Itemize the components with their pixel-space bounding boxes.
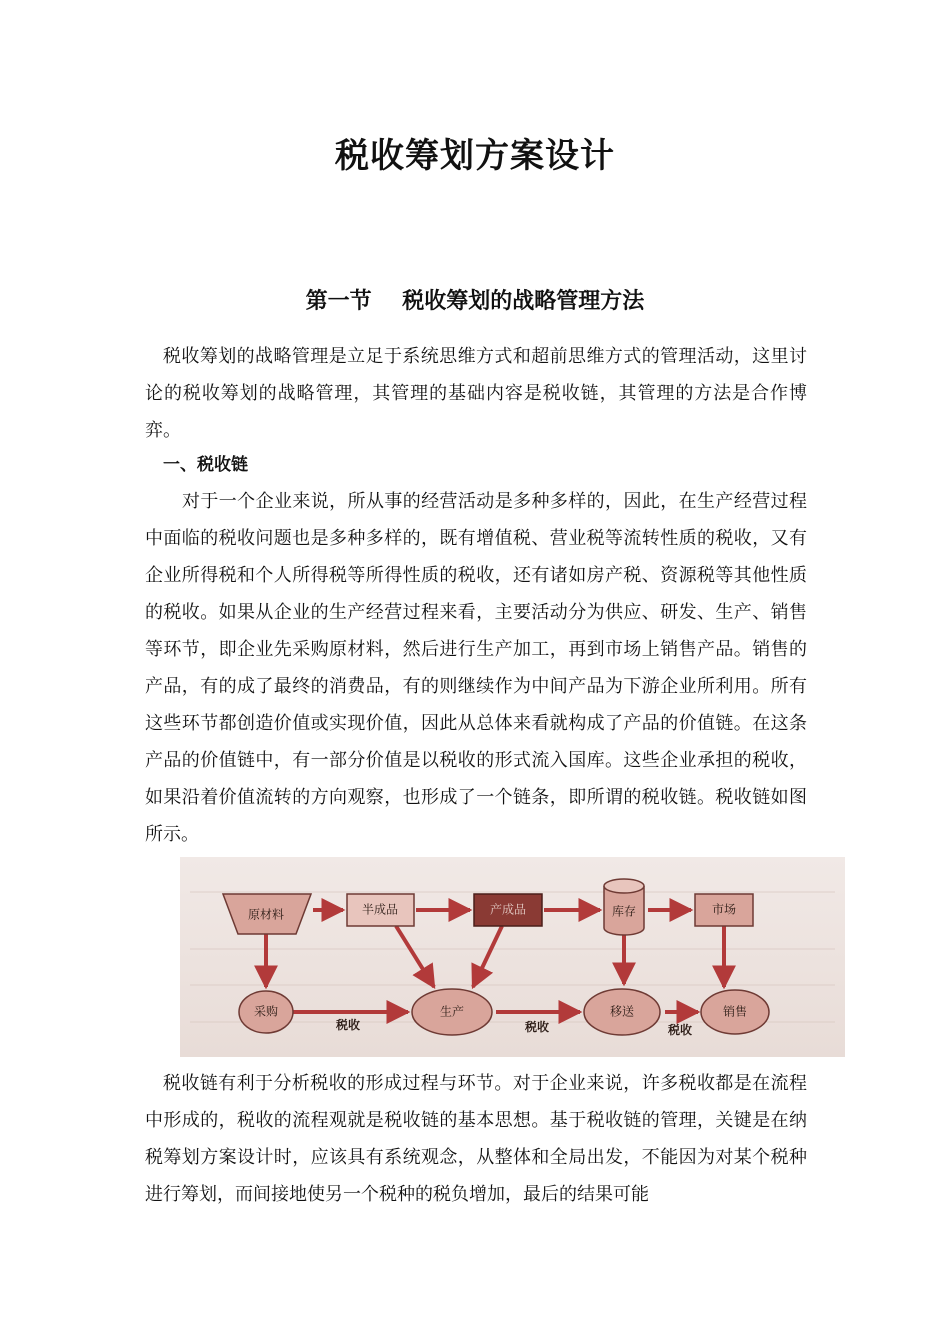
intro-paragraph: 税收筹划的战略管理是立足于系统思维方式和超前思维方式的管理活动，这里讨论的税收筹划的战略管理，其管理的基础内容是税收链，其管理的方法是合作博弈。 <box>145 346 807 441</box>
node-raw-material <box>223 894 311 934</box>
node-semi-finished-label: 半成品 <box>361 902 399 917</box>
node-transfer-label: 移送 <box>609 1004 635 1019</box>
node-market <box>695 894 753 926</box>
node-sales <box>701 990 769 1034</box>
node-production <box>412 989 492 1035</box>
section-title: 第一节 税收筹划的战略管理方法 <box>305 289 645 314</box>
document-title: 税收筹划方案设计 <box>335 136 615 176</box>
node-finished <box>474 894 542 926</box>
node-raw-material-label: 原材料 <box>247 907 285 922</box>
node-inventory-label: 库存 <box>611 904 637 919</box>
body-paragraph-2: 税收链有利于分析税收的形成过程与环节。对于企业来说，许多税收都是在流程中形成的，税收的流程观就是税收链的基本思想。基于税收链的管理，关键是在纳税筹划方案设计时，应该具有系统观念，从整体和全局出发，不能因为对某个税种进行筹划，而间接地使另一个税种的税负增加，最后的结果可能 <box>145 1073 807 1205</box>
node-semi-finished <box>347 894 414 926</box>
node-sales-label: 销售 <box>722 1004 748 1019</box>
tax-chain-diagram <box>180 857 845 1057</box>
node-production-label: 生产 <box>439 1004 465 1019</box>
node-finished-label: 产成品 <box>489 902 527 917</box>
body-paragraph-1: 对于一个企业来说，所从事的经营活动是多种多样的，因此，在生产经营过程中面临的税收问题也是多种多样的，既有增值税、营业税等流转性质的税收，又有企业所得税和个人所得税等所得性质的税收，还有诸如房产税、资源税等其他性质的税收。如果从企业的生产经营过程来看，主要活动分为供应、研发、生产、销售等环节，即企业先采购原材料，然后进行生产加工，再到市场上销售产品。销售的产品，有的成了最终的消费品，有的则继续作为中间产品为下游企业所利用。所有这些环节都创造价值或实现价值，因此从总体来看就构成了产品的价值链。在这条产品的价值链中，有一部分价值是以税收的形式流入国库。这些企业承担的税收，如果沿着价值流转的方向观察，也形成了一个链条，即所谓的税收链。税收链如图所示。 <box>145 491 807 845</box>
node-transfer <box>584 989 660 1035</box>
edge-label-tax-1: 税收 <box>335 1018 361 1032</box>
edge-label-tax-2: 税收 <box>524 1020 550 1034</box>
node-inventory <box>604 879 644 935</box>
edge-label-tax-3: 税收 <box>667 1023 693 1037</box>
node-market-label: 市场 <box>711 902 737 917</box>
node-purchase-label: 采购 <box>253 1004 279 1019</box>
node-purchase <box>239 991 293 1033</box>
subheading-tax-chain: 一、税收链 <box>163 455 248 475</box>
